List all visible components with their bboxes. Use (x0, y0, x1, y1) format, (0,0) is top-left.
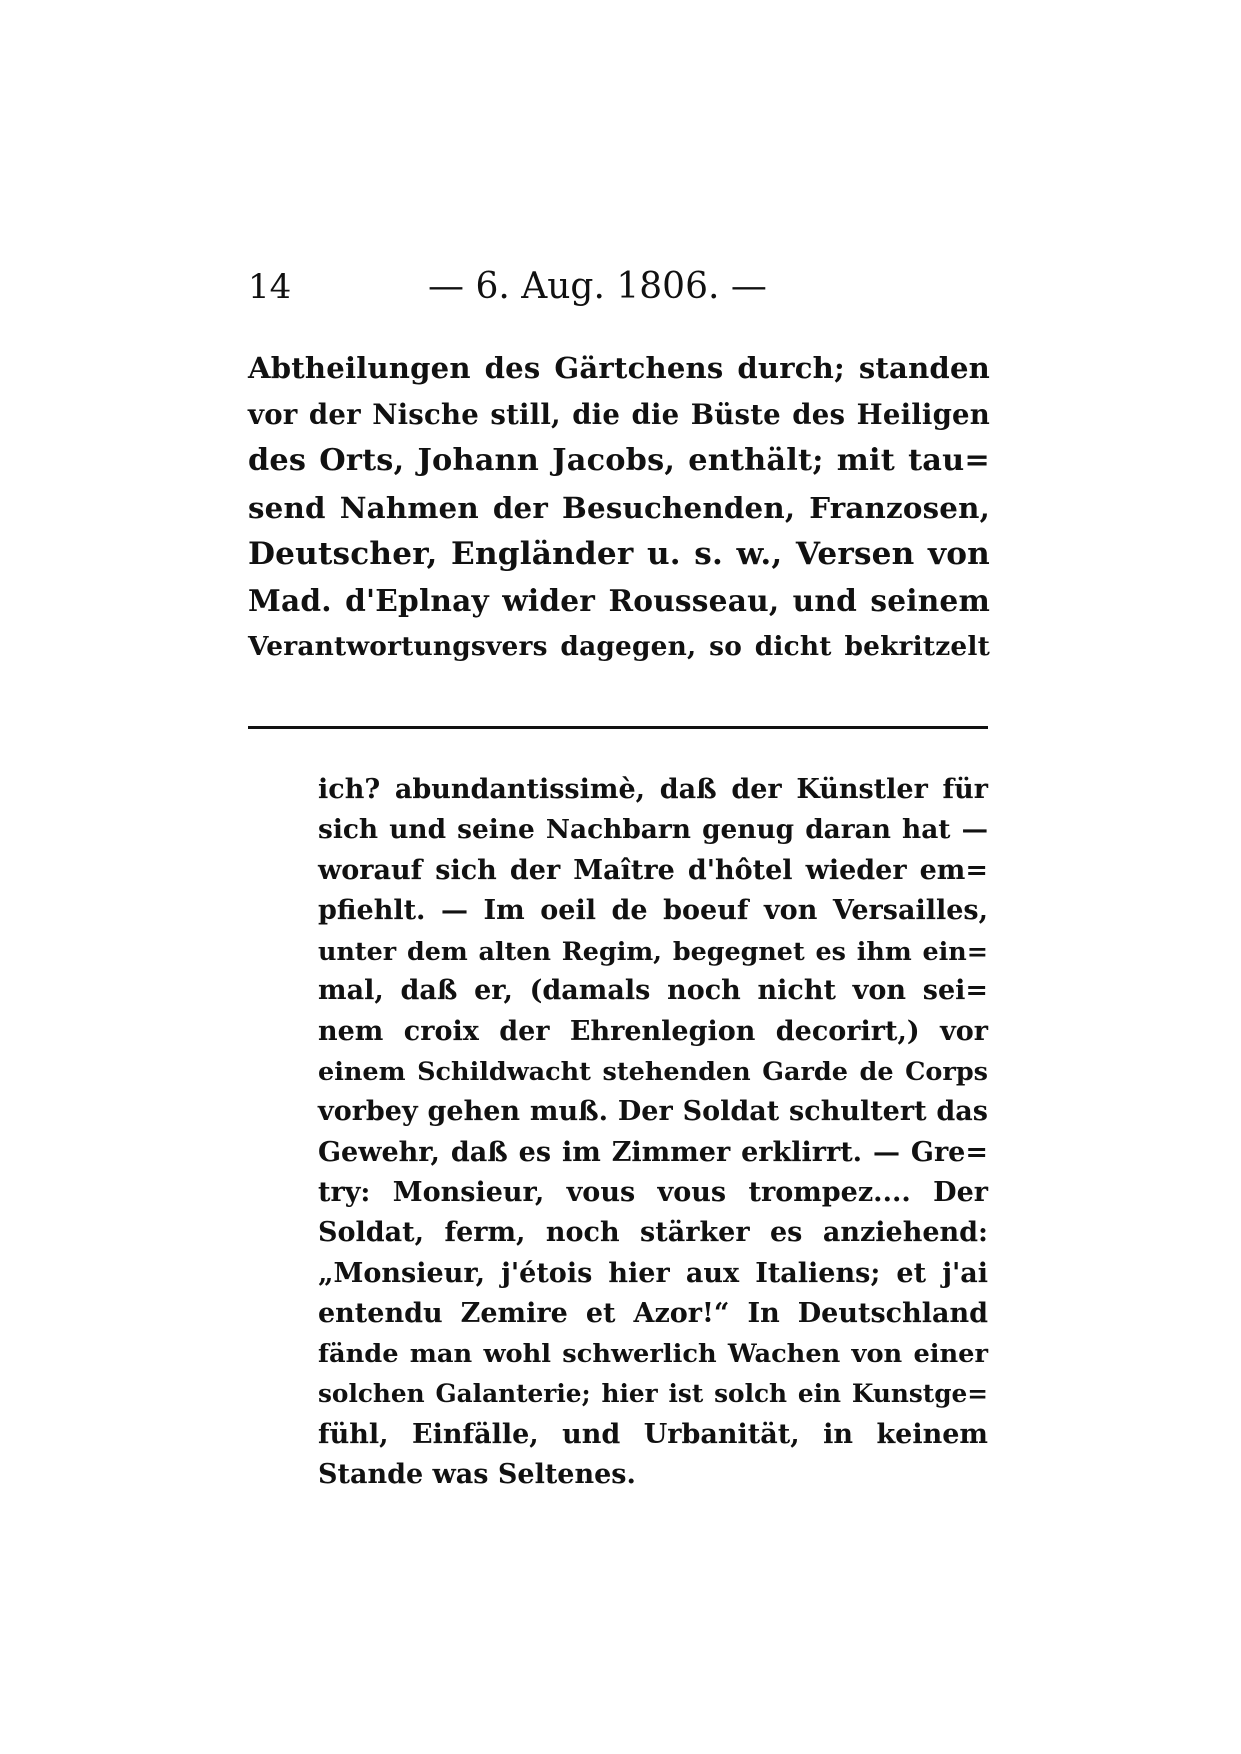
footnote-line: try: Monsieur, vous vous trompez.... Der (318, 1176, 988, 1208)
page-header (248, 262, 988, 312)
footnote-line: einem Schildwacht stehenden Garde de Corps (318, 1057, 988, 1088)
footnote-line: Soldat, ferm, noch stärker es anziehend: (318, 1217, 988, 1249)
footnote-line: nem croix der Ehrenlegion decorirt,) vor (318, 1015, 988, 1047)
footnote-line: „Monsieur, j'étois hier aux Italiens; et j'ai (318, 1257, 988, 1289)
footnote-divider (248, 726, 988, 729)
footnote-line: unter dem alten Regim, begegnet es ihm ein= (318, 936, 988, 967)
main-text-line: Deutscher, Engländer u. s. w., Versen von (248, 536, 990, 572)
footnote-line: fände man wohl schwerlich Wachen von einer (318, 1339, 988, 1370)
main-text-line: vor der Nische still, die die Büste des Heiligen (248, 398, 990, 431)
main-text-line: send Nahmen der Besuchenden, Franzosen, (248, 489, 990, 525)
footnote-line: worauf sich der Maître d'hôtel wieder em= (318, 854, 988, 886)
footnote-line: sich und seine Nachbarn genug daran hat — (318, 814, 988, 846)
main-text-line: des Orts, Johann Jacobs, enthält; mit tau= (248, 443, 990, 478)
footnote-line: Stande was Seltenes. (318, 1459, 636, 1491)
footnote-line: Gewehr, daß es im Zimmer erklirrt. — Gre= (318, 1136, 988, 1168)
main-text-line: Verantwortungsvers dagegen, so dicht bekritzelt (248, 631, 990, 662)
footnote-line: mal, daß er, (damals noch nicht von sei= (318, 975, 988, 1007)
running-head-date: — 6. Aug. 1806. — (428, 266, 767, 307)
footnote-line: solchen Galanterie; hier ist solch ein Kunstge= (318, 1379, 988, 1409)
footnote-line: vorbey gehen muß. Der Soldat schultert das (318, 1096, 988, 1128)
footnote-line: entendu Zemire et Azor!“ In Deutschland (318, 1297, 988, 1329)
main-text-line: Mad. d'Eplnay wider Rousseau, und seinem (248, 582, 990, 618)
footnote-block (318, 770, 988, 1495)
footnote-line: fühl, Einfälle, und Urbanität, in keinem (318, 1418, 988, 1450)
footnote-line: ich? abundantissimè, daß der Künstler für (318, 774, 988, 805)
main-text-block (248, 345, 990, 671)
footnote-line: pfiehlt. — Im oeil de boeuf von Versailles, (318, 894, 988, 926)
page-number: 14 (248, 267, 292, 307)
main-text-line: Abtheilungen des Gärtchens durch; standen (248, 351, 990, 385)
